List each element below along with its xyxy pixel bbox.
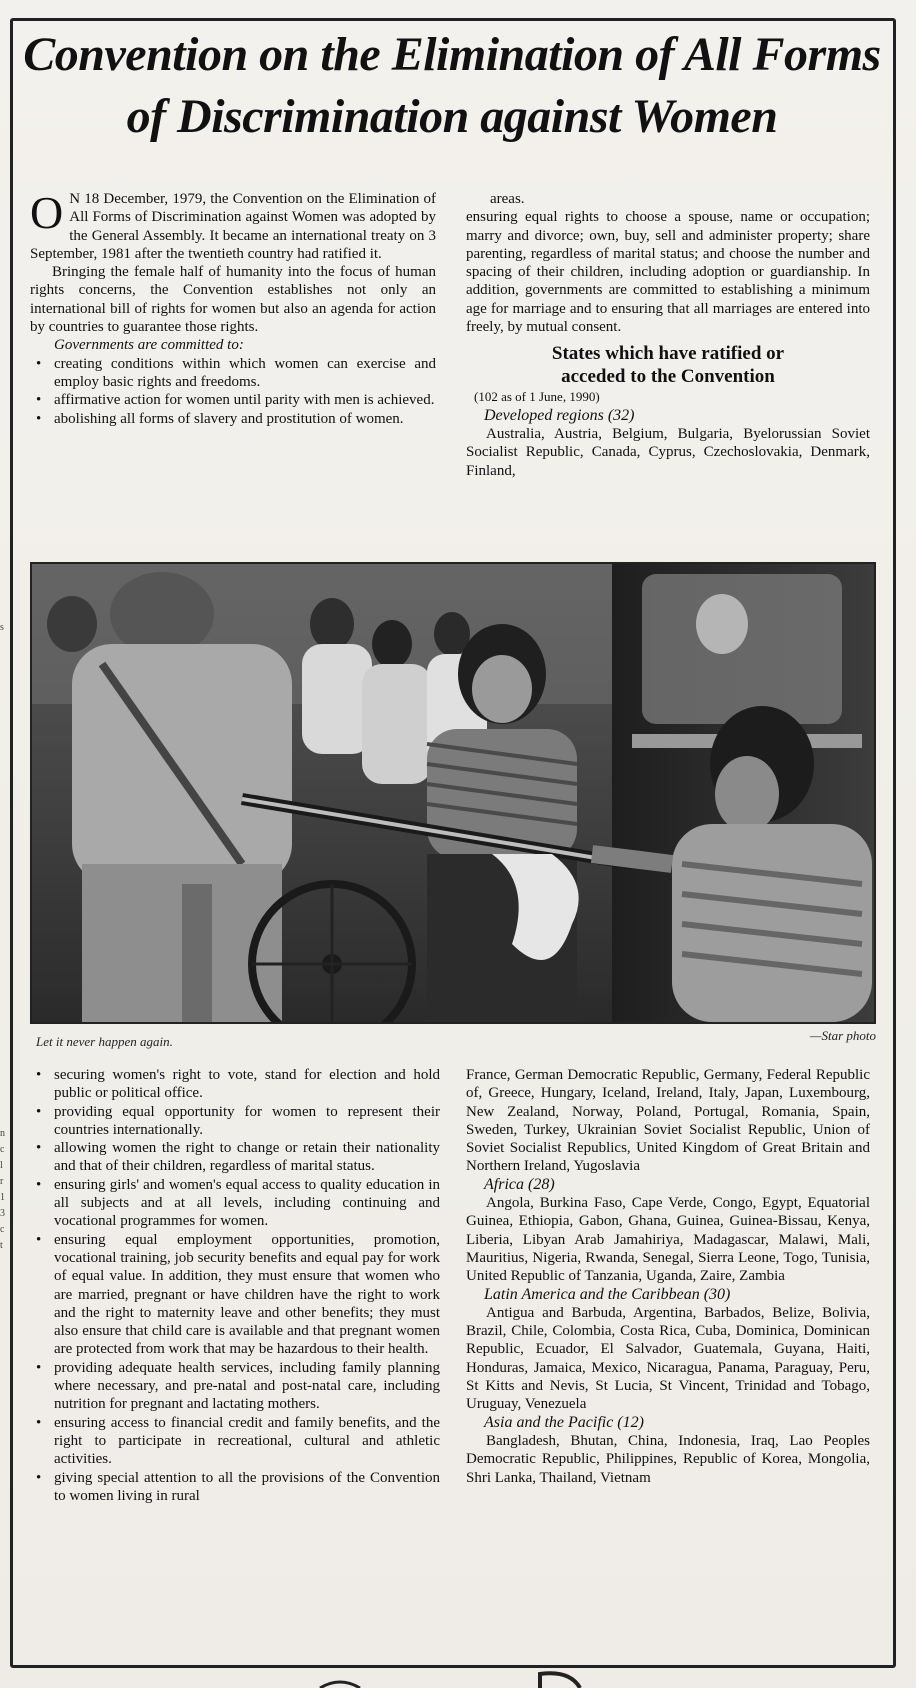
photo-caption: Let it never happen again. [36, 1034, 173, 1049]
committed-heading: Governments are committed to: [54, 337, 244, 354]
intro-paragraph [30, 187, 436, 263]
headline-line-2: of Discrimination against Women [126, 90, 778, 143]
list-item: • creating conditions within which women can exercise and employ basic rights and freedoms. [30, 355, 436, 392]
edge-letter: c [0, 1144, 5, 1155]
list-item: • allowing women the right to change or retain their nationality and that of their children, regardless of marital status. [30, 1139, 440, 1176]
next-article-fragment [280, 1668, 680, 1688]
developed-countries: Australia, Austria, Belgium, Bulgaria, Byelorussian Soviet Socialist Republic, Canada, Cyprus, Czechoslovakia, Denmark, Finland, [466, 425, 870, 479]
africa-countries: Angola, Burkina Faso, Cape Verde, Congo, Egypt, Equatorial Guinea, Ethiopia, Gabon, Ghana, Guinea, Guinea-Bissau, Kenya, Liberia, Libyan Arab Jamahiriya, Madagascar, Malawi, Mali, Mauritius, Nigeria, Rwanda, Senegal, Sierra Leone, Togo, Tunisia, United Republic of Tanzania, Uganda, Zaire, Zambia [466, 1195, 870, 1285]
edge-letter: n [0, 1128, 5, 1139]
drop-cap: O [30, 187, 64, 238]
developed-countries-continued: France, German Democratic Republic, Germany, Federal Republic of, Greece, Hungary, Iceland, Ireland, Italy, Japan, Luxembourg, New Zealand, Norway, Poland, Portugal, Romania, Spain, Sweden, Turkey, Ukrainian Soviet Socialist Republic, Union of Soviet Socialist Republics, United Kingdom of Great Britain and Northern Ireland, Yugoslavia [466, 1067, 870, 1175]
edge-letter: s [0, 622, 4, 633]
lower-right-column [466, 1066, 870, 1487]
region-label-latin-america: Latin America and the Caribbean (30) [484, 1285, 731, 1303]
list-item: • ensuring access to financial credit and family benefits, and the right to participate in recreational, cultural and athletic activities. [30, 1414, 440, 1469]
latin-america-countries: Antigua and Barbuda, Argentina, Barbados, Belize, Bolivia, Brazil, Chile, Colombia, Costa Rica, Cuba, Dominica, Dominican Republic, Ecuador, El Salvador, Guatemala, Guyana, Haiti, Honduras, Jamaica, Mexico, Nicaragua, Panama, Paraguay, Peru, St Kitts and Nevis, St Lucia, St Vincent, Trinidad and Tobago, Uruguay, Venezuela [466, 1304, 870, 1413]
headline-line-1: Convention on the Elimination of All Forms [23, 28, 881, 81]
region-label-developed: Developed regions (32) [484, 406, 635, 424]
states-heading [466, 342, 870, 388]
news-photo [30, 562, 876, 1024]
region-label-asia: Asia and the Pacific (12) [484, 1413, 644, 1431]
list-item: • providing adequate health services, including family planning where necessary, and pre-natal and post-natal care, including nutrition for pregnant and lactating mothers. [30, 1359, 440, 1414]
edge-letter: c [0, 1224, 5, 1235]
region-label-africa: Africa (28) [484, 1175, 555, 1193]
list-item: • abolishing all forms of slavery and prostitution of women. [30, 410, 436, 428]
states-heading-line-2: acceded to the Convention [561, 366, 775, 388]
photo-illustration [32, 564, 874, 1022]
commitment-list [30, 355, 436, 428]
rights-list [30, 1066, 440, 1505]
rights-paragraph: ensuring equal rights to choose a spouse, name or occupation; marry and divorce; own, buy, sell and administer property; share parenting, regardless of marital status; and choose the number and spacing of their children, including adoption or guardianship. In addition, governments are committed to establishing a minimum age for marriage and to ensuring that all marriages are entered into freely, by mutual consent. [466, 209, 870, 336]
list-item: • ensuring girls' and women's equal access to quality education in all subjects and at all levels, including continuing and vocational programmes for women. [30, 1176, 440, 1231]
list-item: • giving special attention to all the provisions of the Convention to women living in rural [30, 1469, 440, 1506]
adjacent-column-fragment [0, 620, 10, 1254]
second-paragraph: Bringing the female half of humanity into the focus of human rights concerns, the Convention establishes not only an international bill of rights for women but also an agenda for action by countries to guarantee those rights. [30, 264, 436, 336]
edge-letter: l [0, 1160, 3, 1171]
upper-left-column [30, 187, 436, 428]
photo-credit: —Star photo [809, 1028, 876, 1043]
edge-letter: 1 [0, 1192, 5, 1203]
continued-text: areas. [490, 191, 525, 207]
list-item: • affirmative action for women until parity with men is achieved. [30, 391, 436, 409]
asia-countries: Bangladesh, Bhutan, China, Indonesia, Iraq, Lao Peoples Democratic Republic, Philippines, Republic of Korea, Mongolia, Shri Lanka, Thailand, Vietnam [466, 1432, 870, 1486]
intro-text: N 18 December, 1979, the Convention on the Elimination of All Forms of Discrimination against Women was adopted by the General Assembly. It became an international treaty on 3 September, 1981 after the twentieth country had ratified it. [30, 191, 436, 262]
ratification-count: (102 as of 1 June, 1990) [474, 389, 600, 405]
edge-letter: t [0, 1240, 3, 1251]
list-item: • securing women's right to vote, stand for election and hold public or political office. [30, 1066, 440, 1103]
states-heading-line-1: States which have ratified or [551, 343, 785, 365]
headline [22, 24, 882, 148]
edge-letter: r [0, 1176, 4, 1187]
upper-right-column [466, 190, 870, 480]
lower-left-column [30, 1066, 440, 1505]
edge-letter: 3 [0, 1208, 5, 1219]
list-item: • ensuring equal employment opportunities, promotion, vocational training, job security benefits and equal pay for work of equal value. In addition, they must ensure that women who are married, pregnant or have children have the right to work and the right to maternity leave and other benefits; they must also ensure that child care is available and that pregnant women are protected from work that may be hazardous to their health. [30, 1231, 440, 1359]
list-item: • providing equal opportunity for women to represent their countries internationally. [30, 1103, 440, 1140]
